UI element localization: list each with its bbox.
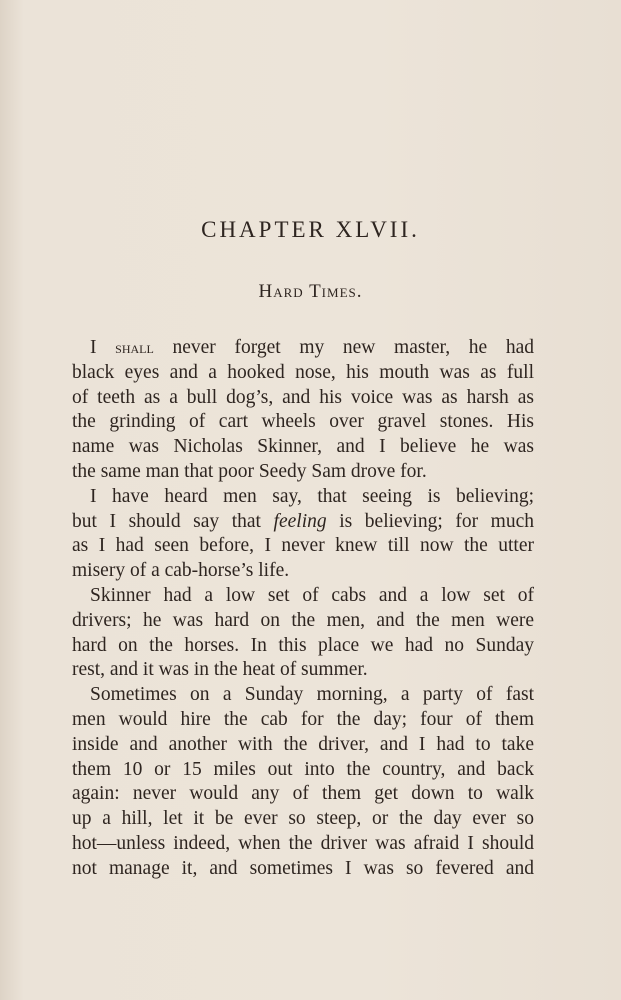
chapter-title: Hard Times. (258, 281, 363, 302)
paragraph-1 (72, 336, 534, 485)
text-line (72, 510, 534, 535)
text-line: I have heard men say, that seeing is believing; (90, 485, 534, 507)
body-text (72, 336, 534, 882)
paragraph-4 (72, 683, 534, 881)
text-fragment: is believing; for much (326, 510, 534, 532)
text-line: rest, and it was in the heat of summer. (72, 659, 368, 681)
text-line: black eyes and a hooked nose, his mouth was as full (72, 361, 534, 383)
chapter-heading: CHAPTER XLVII. (201, 217, 420, 242)
text-line: Sometimes on a Sunday morning, a party of fast (90, 684, 534, 706)
paragraph-2 (72, 485, 534, 584)
italic-word: feeling (273, 510, 327, 532)
text-line: them 10 or 15 miles out into the country, and back (72, 758, 534, 780)
text-line (72, 336, 534, 361)
smallcaps-word: shall (115, 338, 154, 357)
text-line: hard on the horses. In this place we had no Sunday (72, 634, 534, 656)
text-line: of teeth as a bull dog’s, and his voice was as harsh as (72, 386, 534, 408)
text-line: as I had seen before, I never knew till now the utter (72, 535, 534, 557)
text-fragment: never forget my new master, he had (153, 337, 534, 358)
text-line: hot—unless indeed, when the driver was afraid I should (72, 832, 534, 854)
text-fragment: I (90, 337, 116, 358)
text-line: misery of a cab-horse’s life. (72, 560, 290, 582)
text-line: inside and another with the driver, and I had to take (72, 733, 534, 755)
text-line: the grinding of cart wheels over gravel stones. His (72, 411, 534, 433)
text-line: men would hire the cab for the day; four of them (72, 708, 534, 730)
text-line: not manage it, and sometimes I was so fevered and (72, 857, 534, 879)
text-line: again: never would any of them get down to walk (72, 783, 534, 805)
text-line: the same man that poor Seedy Sam drove for. (72, 460, 427, 482)
paragraph-3 (72, 584, 534, 683)
text-line: Skinner had a low set of cabs and a low set of (90, 584, 534, 606)
text-line: up a hill, let it be ever so steep, or the day ever so (72, 808, 534, 830)
text-fragment: but I should say that (72, 510, 274, 532)
text-line: name was Nicholas Skinner, and I believe he was (72, 436, 534, 458)
text-line: drivers; he was hard on the men, and the men were (72, 609, 534, 631)
